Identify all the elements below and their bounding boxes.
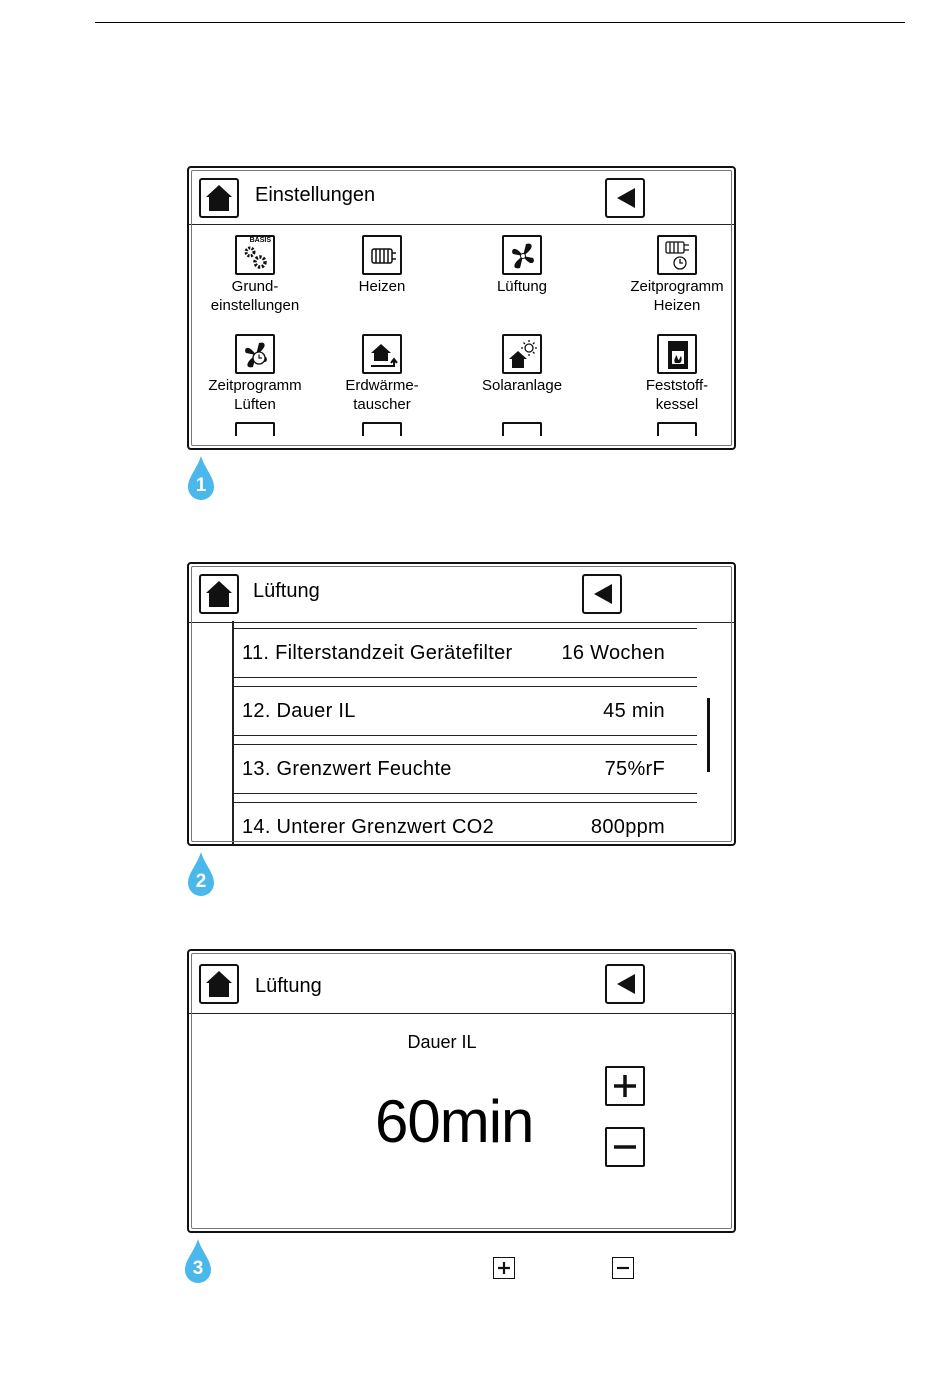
list-item[interactable] [232, 802, 697, 846]
decrease-button[interactable] [605, 1127, 645, 1167]
radiator-clock-icon [657, 235, 697, 275]
tile-label: Feststoff- kessel [645, 377, 709, 413]
home-button[interactable] [199, 178, 239, 218]
callout-3 [183, 1238, 213, 1284]
home-button[interactable] [199, 964, 239, 1004]
item-label: 13. Grenzwert Feuchte [242, 758, 452, 780]
partial-tile-icon [657, 422, 697, 436]
callout-number: 2 [195, 871, 207, 892]
back-button[interactable] [582, 574, 622, 614]
basis-gears-icon [235, 235, 275, 275]
fan-clock-icon [235, 334, 275, 374]
minus-symbol [612, 1257, 634, 1279]
tile-label: Zeitprogramm Lüften [208, 377, 302, 413]
tile-heizen[interactable] [312, 235, 452, 296]
tile-grundeinstellungen[interactable] [187, 235, 325, 315]
back-arrow-icon [615, 973, 637, 995]
partial-tile-icon [362, 422, 402, 436]
tile-zeitprogramm-heizen[interactable] [607, 235, 736, 315]
tile-label: Heizen [358, 278, 406, 295]
page-top-rule [95, 22, 905, 23]
parameter-label: Dauer IL [407, 1032, 477, 1052]
settings-screen [187, 166, 736, 450]
solar-house-icon [502, 334, 542, 374]
tile-label: Lüftung [496, 278, 548, 295]
back-arrow-icon [615, 187, 637, 209]
home-icon [203, 182, 235, 214]
lueftung-list-screen [187, 562, 736, 846]
callout-1 [186, 455, 216, 501]
tile-label: Grund- einstellungen [210, 278, 300, 314]
tile-solaranlage[interactable] [452, 334, 592, 395]
list-item[interactable] [232, 744, 697, 794]
home-button[interactable] [199, 574, 239, 614]
tile-label: Zeitprogramm Heizen [630, 278, 724, 314]
list-item[interactable] [232, 628, 697, 678]
item-value: 75%rF [604, 758, 665, 780]
dauer-il-edit-screen [187, 949, 736, 1233]
partial-tile-icon [502, 422, 542, 436]
scrollbar[interactable] [707, 698, 710, 772]
item-value: 800ppm [590, 816, 665, 838]
tile-feststoffkessel[interactable] [607, 334, 736, 414]
callout-2 [186, 851, 216, 897]
callout-number: 3 [192, 1258, 204, 1279]
header-bar [189, 168, 734, 225]
callout-number: 1 [195, 475, 207, 496]
tile-label: Erdwärme- tauscher [345, 377, 419, 413]
header-bar [189, 951, 734, 1014]
back-button[interactable] [605, 178, 645, 218]
tile-label: Solaranlage [481, 377, 563, 394]
item-label: 11. Filterstandzeit Gerätefilter [242, 642, 513, 664]
solid-fuel-boiler-icon [657, 334, 697, 374]
ground-heat-exchanger-icon [362, 334, 402, 374]
tile-erdwaermetauscher[interactable] [312, 334, 452, 414]
radiator-icon [362, 235, 402, 275]
page-title: Einstellungen [255, 184, 376, 206]
parameter-value: 60min [375, 1088, 534, 1155]
plus-icon [496, 1260, 512, 1276]
header-bar [189, 564, 734, 623]
item-label: 14. Unterer Grenzwert CO2 [242, 816, 495, 838]
list-item[interactable] [232, 686, 697, 736]
partial-tile-icon [235, 422, 275, 436]
item-label: 12. Dauer IL [242, 700, 356, 722]
back-arrow-icon [592, 583, 614, 605]
plus-icon [611, 1072, 639, 1100]
basis-badge: BASIS [249, 237, 271, 244]
home-icon [203, 968, 235, 1000]
minus-icon [615, 1260, 631, 1276]
home-icon [203, 578, 235, 610]
item-value: 16 Wochen [561, 642, 665, 664]
page-title: Lüftung [253, 580, 320, 602]
item-value: 45 min [603, 700, 665, 722]
back-button[interactable] [605, 964, 645, 1004]
fan-icon [502, 235, 542, 275]
increase-button[interactable] [605, 1066, 645, 1106]
tile-zeitprogramm-lueften[interactable] [187, 334, 325, 414]
minus-icon [611, 1133, 639, 1161]
plus-symbol [493, 1257, 515, 1279]
tile-lueftung[interactable] [452, 235, 592, 296]
page-title: Lüftung [255, 975, 322, 997]
